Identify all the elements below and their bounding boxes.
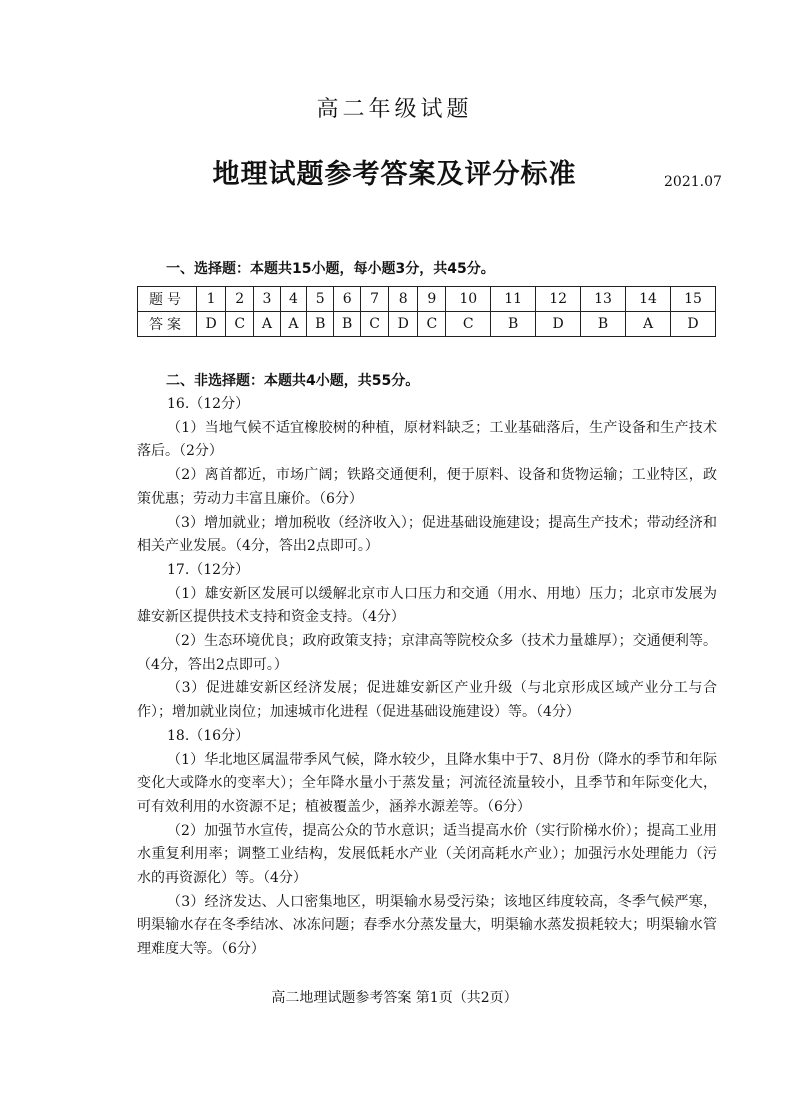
answer-cell: B <box>491 312 536 337</box>
question-number: 5 <box>307 287 334 312</box>
question-17-answer-1: （1）雄安新区发展可以缓解北京市人口压力和交通（用水、用地）压力；北京市发展为雄安新区提供技术支持和资金支持。（4分） <box>137 585 717 626</box>
answer-row <box>138 312 716 337</box>
document-date: 2021.07 <box>664 174 722 190</box>
question-number: 9 <box>418 287 446 312</box>
question-number: 6 <box>334 287 361 312</box>
question-18-number: 18.（16分） <box>167 727 250 744</box>
answer-cell: C <box>418 312 446 337</box>
answer-cell: A <box>626 312 671 337</box>
question-17-answer-2: （2）生态环境优良；政府政策支持；京津高等院校众多（技术力量雄厚）；交通便利等。（4分，答出2点即可。） <box>137 633 717 673</box>
section1-heading: 一、选择题：本题共15小题，每小题3分，共45分。 <box>166 261 495 277</box>
question-number: 10 <box>446 287 491 312</box>
answer-cell: A <box>280 312 307 337</box>
answer-cell: D <box>197 312 226 337</box>
question-18-answer-3: （3）经济发达、人口密集地区，明渠输水易受污染；该地区纬度较高，冬季气候严寒，明渠输水存在冬季结冰、冰冻问题；春季水分蒸发量大，明渠输水蒸发损耗较大；明渠输水管理难度大等。（6分） <box>137 893 717 958</box>
answer-cell: B <box>581 312 626 337</box>
question-17-answer-3: （3）促进雄安新区经济发展；促进雄安新区产业升级（与北京形成区域产业分工与合作）；增加就业岗位；加速城市化进程（促进基础设施建设）等。（4分） <box>137 680 717 721</box>
question-number-row <box>138 287 716 312</box>
row-label-answer: 答案 <box>138 312 197 337</box>
question-number: 3 <box>254 287 281 312</box>
question-16-number: 16.（12分） <box>167 396 250 412</box>
answer-table <box>137 286 716 337</box>
question-16-answer-1: （1）当地气候不适宜橡胶树的种植，原材料缺乏；工业基础落后，生产设备和生产技术落后。（2分） <box>137 419 717 460</box>
answer-cell: D <box>536 312 581 337</box>
answer-cell: C <box>446 312 491 337</box>
document-title: 地理试题参考答案及评分标准 <box>212 159 577 190</box>
question-18-answer-1: （1）华北地区属温带季风气候，降水较少，且降水集中于7、8月份（降水的季节和年际变化大或降水的变率大）；全年降水量小于蒸发量；河流径流量较小，且季节和年际变化大，可有效利用的水资源不足；植被覆盖少，涵养水源差等。（6分） <box>137 751 717 815</box>
answer-body <box>137 393 717 962</box>
row-label-question: 题号 <box>138 287 197 312</box>
page-footer: 高二地理试题参考答案 第1页（共2页） <box>271 990 518 1006</box>
answer-cell: B <box>307 312 334 337</box>
question-number: 15 <box>670 287 715 312</box>
question-number: 12 <box>536 287 581 312</box>
answer-cell: D <box>389 312 418 337</box>
question-number: 14 <box>626 287 671 312</box>
question-number: 11 <box>491 287 536 312</box>
section2-heading: 二、非选择题：本题共4小题，共55分。 <box>166 373 420 389</box>
question-number: 2 <box>226 287 254 312</box>
question-number: 1 <box>197 287 226 312</box>
question-18-answer-2: （2）加强节水宣传，提高公众的节水意识；适当提高水价（实行阶梯水价）；提高工业用水重复利用率；调整工业结构，发展低耗水产业（关闭高耗水产业）；加强污水处理能力（污水的再资源化）等。（4分） <box>137 822 717 887</box>
answer-cell: D <box>670 312 715 337</box>
answer-cell: B <box>334 312 361 337</box>
answer-cell: A <box>254 312 281 337</box>
question-number: 8 <box>389 287 418 312</box>
question-17-number: 17.（12分） <box>167 561 250 578</box>
question-number: 4 <box>280 287 307 312</box>
answer-cell: C <box>361 312 389 337</box>
question-16-answer-2: （2）离首都近，市场广阔；铁路交通便利，便于原料、设备和货物运输；工业特区，政策优惠；劳动力丰富且廉价。（6分） <box>137 467 717 507</box>
question-16-answer-3: （3）增加就业；增加税收（经济收入）；促进基础设施建设；提高生产技术；带动经济和相关产业发展。（4分，答出2点即可。） <box>137 514 717 555</box>
answer-cell: C <box>226 312 254 337</box>
grade-title: 高二年级试题 <box>316 97 473 122</box>
question-number: 13 <box>581 287 626 312</box>
question-number: 7 <box>361 287 389 312</box>
